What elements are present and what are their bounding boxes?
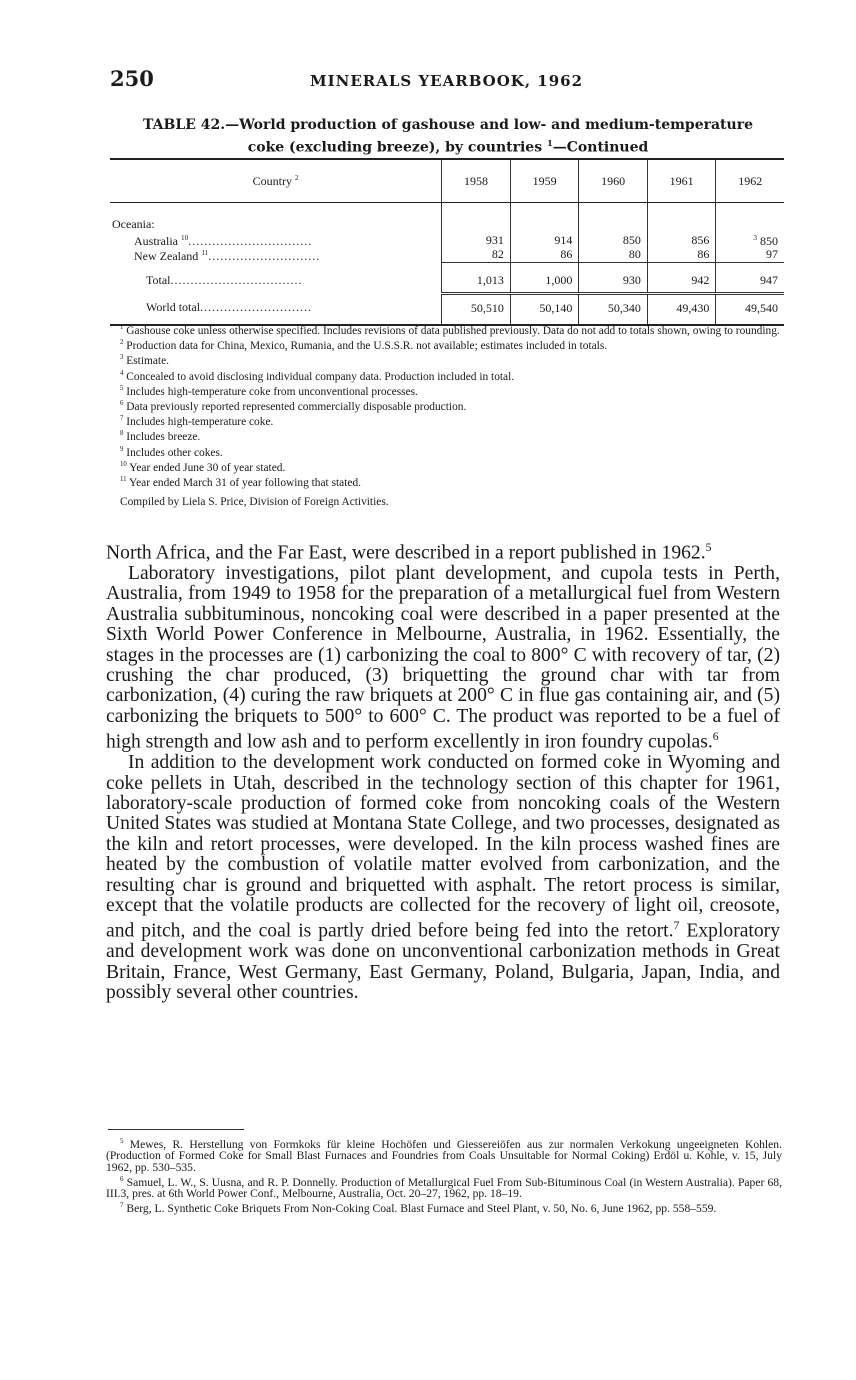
body-text <box>106 538 780 1004</box>
table-cell: 942 <box>647 262 716 293</box>
total-label-text: Total <box>146 273 171 287</box>
footnote-divider <box>108 1129 244 1130</box>
country-name <box>110 247 442 262</box>
leader-dots: ............................... <box>188 234 313 248</box>
footnote-ref: 10 <box>181 234 189 242</box>
table-cell: 1,000 <box>510 262 579 293</box>
table-cell: 49,540 <box>716 293 784 325</box>
table-title-line-2 <box>110 134 786 157</box>
footnote-ref: 2 <box>295 173 299 182</box>
table-cell: 86 <box>510 247 579 262</box>
paragraph-text: Laboratory investigations, pilot plant development, and cupola tests in Perth, Australia, from 1949 to 1958 for the preparation of a metallurgical fuel from Western Australia subbituminous, noncoking coal were described in a paper presented at the Sixth World Power Conference in Melbourne, Australia, in 1962. Essentially, the stages in the processes are (1) carbonizing the coal to 800° C with recovery of tar, (2) crushing the char produced, (3) briquetting the ground char with tar from carbonization, (4) curing the raw briquets at 200° C in flue gas containing air, and (5) carbonizing the briquets to 500° to 600° C. The product was reported to be a fuel of high strength and low ash and to perform excellently in iron foundry cupolas. <box>106 562 780 753</box>
column-header-year: 1959 <box>510 159 579 203</box>
table-cell <box>647 203 716 233</box>
note-text: Includes breeze. <box>126 431 201 444</box>
table-row <box>110 247 784 262</box>
note-text: Gashouse coke unless otherwise specified. Includes revisions of data published previously. Data do not add to totals shown, owing to rounding. <box>126 324 780 337</box>
column-header-country-label: Country <box>252 173 293 188</box>
table-note <box>110 444 786 459</box>
footnote-ref: 11 <box>201 249 209 257</box>
table-cell: 947 <box>716 262 784 293</box>
note-number: 1 <box>120 324 124 331</box>
column-header-year: 1958 <box>442 159 511 203</box>
country-name <box>110 232 442 247</box>
table-notes <box>110 322 786 509</box>
table-cell: 914 <box>510 232 579 247</box>
table-row <box>110 232 784 247</box>
production-table <box>110 158 784 326</box>
note-text: Includes high-temperature coke from unconventional processes. <box>126 385 418 398</box>
table-cell: 49,430 <box>647 293 716 325</box>
table-note <box>110 322 786 337</box>
footnote-ref: 6 <box>712 730 719 744</box>
column-header-year: 1961 <box>647 159 716 203</box>
column-header-year: 1962 <box>716 159 784 203</box>
footnote-text: Mewes, R. Herstellung von Formkoks für kleine Hochöfen und Giessereiöfen aus zur normalen Verkokung ungeeigneten Kohlen. (Production of Formed Coke for Small Blast Furnaces and Foundries from Coals Unsuitable for Normal Coking) Erdöl u. Kohle, v. 15, July 1962, pp. 530–535. <box>106 1137 782 1175</box>
note-number: 10 <box>120 460 127 468</box>
paragraph-text: North Africa, and the Far East, were described in a report published in 1962. <box>106 542 706 564</box>
compiled-by: Compiled by Liela S. Price, Division of Foreign Activities. <box>120 496 389 509</box>
table-note <box>110 428 786 443</box>
paragraph <box>106 564 780 753</box>
table-note <box>110 368 786 383</box>
note-text: Includes high-temperature coke. <box>126 416 274 429</box>
column-header-year: 1960 <box>579 159 648 203</box>
table-note <box>110 337 786 352</box>
region-row <box>110 203 784 233</box>
region-label: Oceania: <box>112 217 155 231</box>
world-total-row <box>110 293 784 325</box>
table-cell: 856 <box>647 232 716 247</box>
country-name-text: New Zealand <box>134 249 199 263</box>
table-header-row <box>110 159 784 203</box>
footnote-number: 5 <box>120 1137 124 1145</box>
column-header-country <box>110 159 442 203</box>
table-note <box>110 398 786 413</box>
country-name-text: Australia <box>134 234 178 248</box>
footnote-ref: 5 <box>705 541 712 554</box>
footnote-text: Samuel, L. W., S. Uusna, and R. P. Donnelly. Production of Metallurgical Fuel From Sub-Bituminous Coal (in Western Australia). Paper 68, III.3, pres. at 6th World Power Conf., Melbourne, Australia, Oct. 20–27, 1962, pp. 18–19. <box>106 1175 782 1201</box>
note-number: 2 <box>120 339 124 347</box>
note-text: Data previously reported represented commercially disposable production. <box>126 400 467 413</box>
table-note <box>110 413 786 428</box>
leader-dots: ............................ <box>200 299 313 314</box>
footnote <box>106 1174 782 1200</box>
running-title: MINERALS YEARBOOK, 1962 <box>310 72 584 90</box>
table-cell: 86 <box>647 247 716 262</box>
note-number: 5 <box>120 384 124 392</box>
table-cell: 50,510 <box>442 293 511 325</box>
table-title-line-2-text: coke (excluding breeze), by countries <box>247 139 547 156</box>
footnote-number: 6 <box>120 1174 124 1183</box>
table-cell <box>442 203 511 233</box>
paragraph <box>106 538 780 564</box>
page-header <box>110 66 782 96</box>
note-number: 6 <box>120 400 124 408</box>
note-number: 4 <box>120 369 124 377</box>
note-text: Year ended June 30 of year stated. <box>129 461 286 474</box>
note-text: Production data for China, Mexico, Rumania, and the U.S.S.R. not available; estimates included in totals. <box>126 340 608 352</box>
table-cell: 50,340 <box>579 293 648 325</box>
table-cell-value: 850 <box>760 234 778 248</box>
note-text: Concealed to avoid disclosing individual company data. Production included in total. <box>126 370 515 383</box>
footnote-ref: 1 <box>546 138 553 148</box>
total-label <box>110 262 442 293</box>
table-title-continued: —Continued <box>552 139 649 156</box>
table-cell <box>579 203 648 233</box>
footnote-ref: 3 <box>753 234 757 242</box>
note-text: Includes other cokes. <box>126 446 223 459</box>
note-number: 9 <box>120 445 124 453</box>
table-cell: 50,140 <box>510 293 579 325</box>
paragraph <box>106 753 780 1003</box>
table-cell: 82 <box>442 247 511 262</box>
table-cell <box>716 203 784 233</box>
world-total-label <box>110 293 442 325</box>
table-cell <box>510 203 579 233</box>
table-note <box>110 474 786 489</box>
leader-dots: ............................ <box>208 249 321 263</box>
table-cell: 931 <box>442 232 511 247</box>
table-cell: 1,013 <box>442 262 511 293</box>
note-text: Year ended March 31 of year following that stated. <box>129 476 361 489</box>
table-cell: 80 <box>579 247 648 262</box>
page-number: 250 <box>110 66 154 91</box>
leader-dots: ................................. <box>170 273 303 287</box>
table-title <box>110 116 786 157</box>
note-number: 7 <box>120 415 124 423</box>
footnote-text: Berg, L. Synthetic Coke Briquets From Non-Coking Coal. Blast Furnace and Steel Plant, v. 50, No. 6, June 1962, pp. 558–559. <box>126 1201 717 1215</box>
footnote <box>106 1136 782 1174</box>
paragraph-text: Exploratory and development work was done on unconventional carbonization methods in Great Britain, France, West Germany, East Germany, Poland, Bulgaria, Japan, India, and possibly several other countries. <box>106 920 780 1004</box>
footnotes <box>106 1136 782 1214</box>
footnote <box>106 1200 782 1214</box>
table-cell: 850 <box>579 232 648 247</box>
table-note <box>110 459 786 474</box>
table-cell: 930 <box>579 262 648 293</box>
note-number: 3 <box>120 354 124 362</box>
note-number: 8 <box>120 430 124 438</box>
footnote-ref: 7 <box>673 919 680 933</box>
table-note <box>110 383 786 398</box>
note-text: Estimate. <box>126 355 169 368</box>
table-title-line-1: TABLE 42.—World production of gashouse and low- and medium-temperature <box>143 117 753 133</box>
world-total-label-text: World total <box>146 299 201 314</box>
table-note <box>110 352 786 367</box>
note-number: 11 <box>120 476 127 484</box>
total-row <box>110 262 784 293</box>
footnote-number: 7 <box>120 1200 124 1209</box>
table-cell: 97 <box>716 247 784 262</box>
table-cell <box>716 232 784 247</box>
paragraph-text: In addition to the development work conducted on formed coke in Wyoming and coke pellets in Utah, described in the technology section of this chapter for 1961, laboratory-scale production of formed coke from noncoking coals of the Western United States was studied at Montana State College, and two processes, designated as the kiln and retort processes, were developed. In the kiln process washed fines are heated by the combustion of volatile matter evolved from carbonization, and the resulting char is ground and briquetted with asphalt. The retort process is similar, except that the volatile products are collected for the recovery of light oil, creosote, and pitch, and the coal is partly dried before being fed into the retort. <box>106 752 780 942</box>
